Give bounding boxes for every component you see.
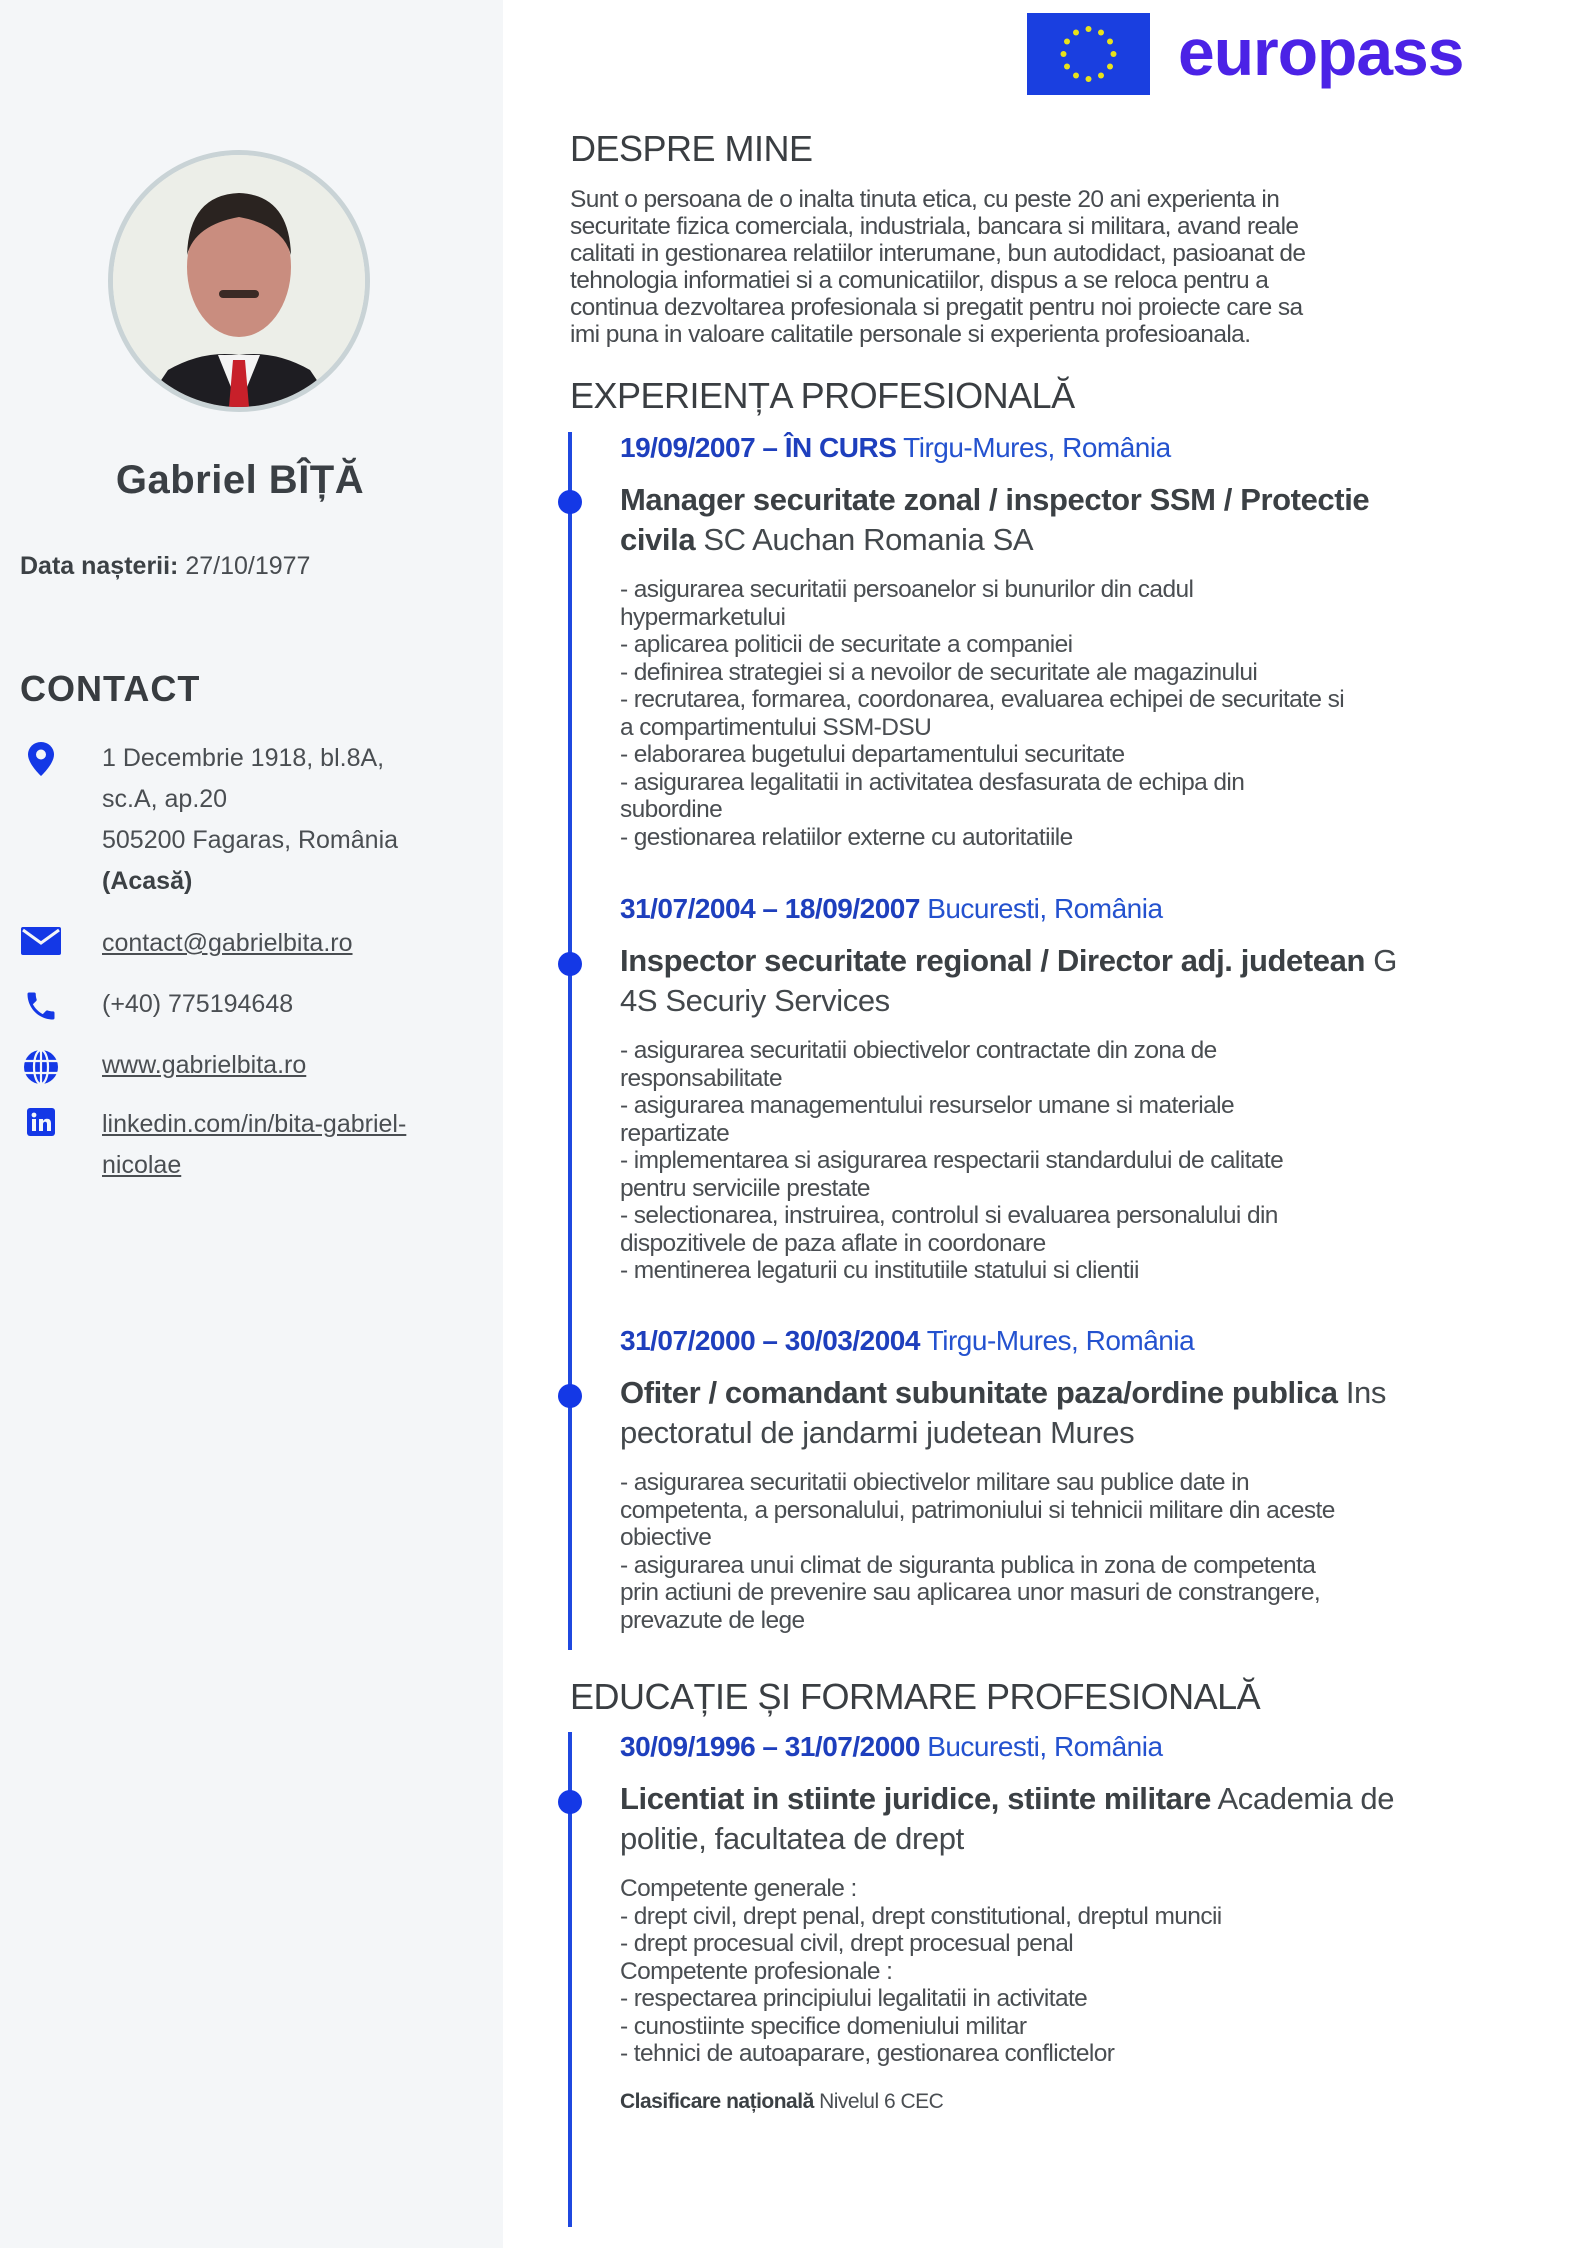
- entry-description: Competente generale : - drept civil, drept penal, drept constitutional, dreptul muncii - drept procesual civil, drept procesual penal Competente profesionale : - respectarea principiului legalitatii in activitate - cunostiinte specifice domeniului militar - tehnici de autoaparare, gestionarea conflictelor: [620, 1875, 1222, 2067]
- profile-photo: [108, 150, 370, 412]
- experience-entry: [620, 1325, 1580, 1634]
- contact-heading: CONTACT: [20, 668, 201, 709]
- globe-icon: [20, 1045, 62, 1083]
- entry-description: - asigurarea securitatii obiectivelor militare sau publice date in competenta, a personalului, patrimoniului si tehnicii militare din aceste obiective - asigurarea unui climat de siguranta publica in zona de competenta prin actiuni de prevenire sau aplicarea unor masuri de constrangere, prevazute de lege: [620, 1469, 1335, 1634]
- entry-dates: 31/07/2004 – 18/09/2007 Bucuresti, România: [620, 893, 1163, 924]
- sidebar: [0, 0, 503, 2248]
- email-link[interactable]: contact@gabrielbita.ro: [102, 929, 353, 957]
- entry-role: Ofiter / comandant subunitate paza/ordine publica Ins pectoratul de jandarmi judetean Mures: [620, 1375, 1386, 1450]
- person-photo-icon: [113, 155, 365, 407]
- experience-heading: EXPERIENȚA PROFESIONALĂ: [570, 375, 1075, 416]
- entry-dates: 31/07/2000 – 30/03/2004 Tirgu-Mures, România: [620, 1325, 1195, 1356]
- about-heading: DESPRE MINE: [570, 128, 813, 169]
- phone-icon: [20, 984, 62, 1022]
- contact-phone: [20, 984, 293, 1025]
- entry-dates: 30/09/1996 – 31/07/2000 Bucuresti, România: [620, 1731, 1163, 1762]
- phone-number: (+40) 775194648: [102, 990, 294, 1018]
- eu-flag-icon: [1027, 13, 1150, 95]
- entry-description: - asigurarea securitatii obiectivelor contractate din zona de responsabilitate - asigurarea managementului resurselor umane si materiale repartizate - implementarea si asigurarea respectarii standardului de calitate pentru serviciile prestate - selectionarea, instruirea, controlul si evaluarea personalului din dispozitivele de paza aflate in coordonare - mentinerea legaturii cu institutiile statului si clientii: [620, 1037, 1284, 1284]
- timeline-dot: [558, 1384, 582, 1408]
- experience-entry: [620, 432, 1580, 851]
- dob-value: 27/10/1977: [185, 552, 311, 580]
- address-type: (Acasă): [102, 867, 193, 895]
- dob-label: Data nașterii:: [20, 552, 179, 580]
- address-text: 1 Decembrie 1918, bl.8A, sc.A, ap.20 505200 Fagaras, România (Acasă): [102, 744, 399, 895]
- timeline-dot: [558, 1790, 582, 1814]
- national-classification: Clasificare națională Nivelul 6 CEC: [620, 2089, 944, 2113]
- europass-logo: europass: [1178, 15, 1464, 89]
- envelope-icon: [20, 923, 62, 961]
- timeline-dot: [558, 490, 582, 514]
- entry-dates: 19/09/2007 – ÎN CURS Tirgu-Mures, România: [620, 432, 1171, 463]
- contact-address: [20, 738, 398, 902]
- linkedin-icon: [20, 1104, 62, 1142]
- about-text: Sunt o persoana de o inalta tinuta etica, cu peste 20 ani experienta in securitate fizica comerciala, industriala, bancara si militara, avand reale calitati in gestionarea relatiilor interumane, bun autodidact, pasioanat de tehnologia informatiei si a comunicatiilor, dispus a se reloca pentru a continua dezvoltarea profesionala si pregatit pentru noi proiecte care sa imi puna in valoare calitatile personale si experienta profesioanala.: [570, 186, 1306, 348]
- experience-entry: [620, 893, 1580, 1285]
- education-entry: [620, 1731, 1580, 2114]
- timeline-dot: [558, 952, 582, 976]
- entry-role: Manager securitate zonal / inspector SSM / Protectie civila SC Auchan Romania SA: [620, 482, 1370, 557]
- date-of-birth: [20, 552, 310, 581]
- entry-description: - asigurarea securitatii persoanelor si bunurilor din cadul hypermarketului - aplicarea politicii de securitate a companiei - definirea strategiei si a nevoilor de securitate ale magazinului - recrutarea, formarea, coordonarea, evaluarea echipei de securitate si a compartimentului SSM-DSU - elaborarea bugetului departamentului securitate - asigurarea legalitatii in activitatea desfasurata de echipa din subordine - gestionarea relatiilor externe cu autoritatiile: [620, 576, 1345, 851]
- contact-website[interactable]: [20, 1045, 306, 1086]
- contact-linkedin[interactable]: [20, 1104, 406, 1186]
- entry-role: Licentiat in stiinte juridice, stiinte militare Academia de politie, facultatea de drept: [620, 1781, 1395, 1856]
- experience-timeline: [568, 432, 572, 1650]
- full-name: Gabriel BÎȚĂ: [115, 458, 365, 502]
- linkedin-link[interactable]: linkedin.com/in/bita-gabriel- nicolae: [102, 1110, 407, 1179]
- entry-role: Inspector securitate regional / Director adj. judetean G 4S Securiy Services: [620, 943, 1397, 1018]
- website-link[interactable]: www.gabrielbita.ro: [102, 1051, 307, 1079]
- education-heading: EDUCAȚIE ȘI FORMARE PROFESIONALĂ: [570, 1676, 1261, 1717]
- location-pin-icon: [20, 738, 62, 776]
- contact-email[interactable]: [20, 923, 353, 964]
